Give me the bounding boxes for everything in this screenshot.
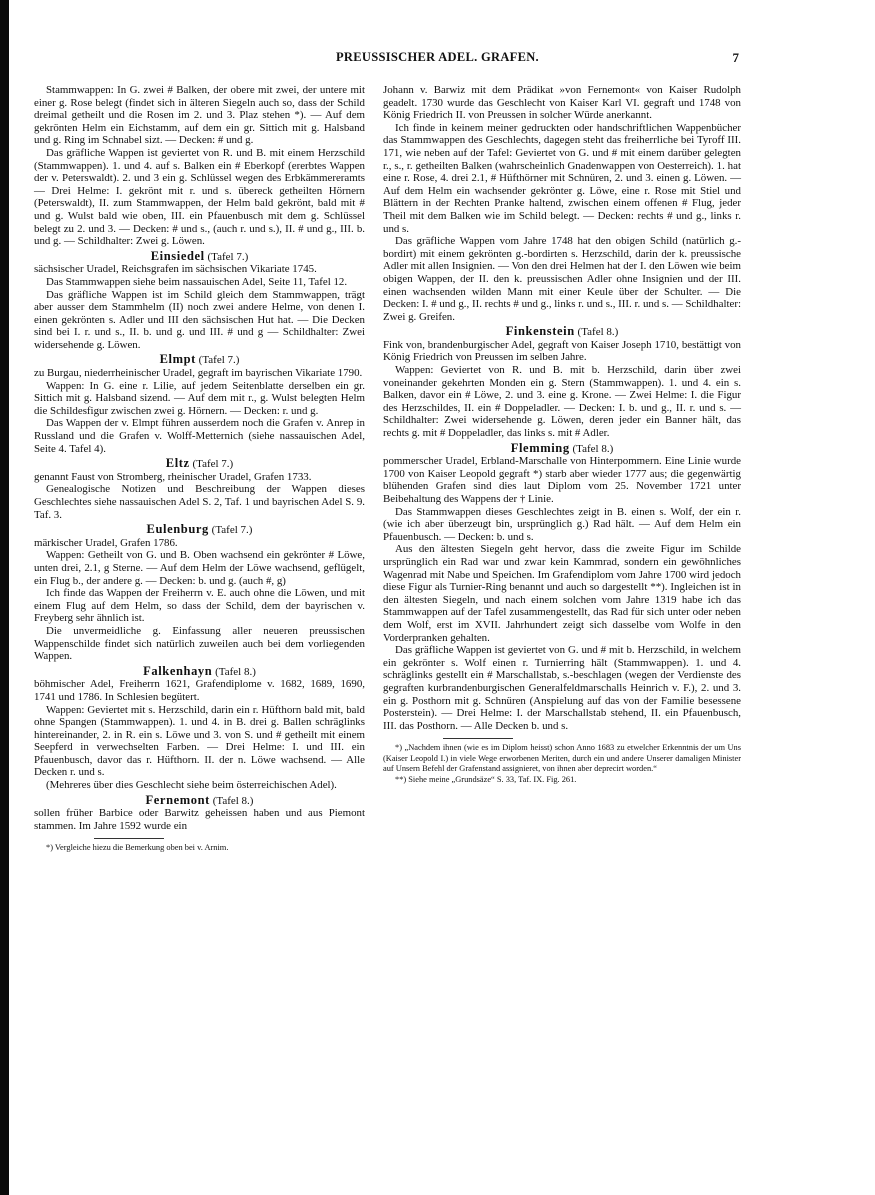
paragraph: Das Wappen der v. Elmpt führen ausserdem noch die Grafen v. Anrep in Russland und die Grafen v. Wolff-Metternich (siehe nassauischen Adel, Seite 4. Tafel 4). xyxy=(34,417,365,455)
entry-heading-falkenhayn xyxy=(34,665,365,679)
entry-name: Fernemont xyxy=(145,792,210,807)
footnote-divider xyxy=(443,738,513,739)
paragraph: Das gräfliche Wappen ist im Schild gleich dem Stammwappen, trägt aber ausser dem Stammhelm (II) noch zwei andere Helme, von denen I. einen gekrönten s. Adler und III den sächsischen Hut hat. — Die Decken sind bei I. r. und s., II. b. und g. und III. # und g — Schildhalter: Zwei widersehende g. Löwen. xyxy=(34,288,365,351)
paragraph: Das gräfliche Wappen ist geviertet von G. und # mit b. Herzschild, in welchem ein gekrönter s. Wolf einen r. Turnierring hält (Stammwappen). 1. und 4. schräglinks gestellt ein # Marschallstab, s.-beschlagen (wegen der Verdienste des gegraften kurbrandenburgischen Generalfeldmarschalls Heinrich v. F.), 2. und 3. ein g. Posthorn mit g. Schnüren (Anspielung auf das von der Familie besessene Posterstein). — Drei Helme: I. der Marschallstab stehend, II. ein Pfauenbusch, III. das Posthorn. — Alle Decken b. und s. xyxy=(383,644,741,732)
paragraph: genannt Faust von Stromberg, rheinischer Uradel, Grafen 1733. xyxy=(34,470,312,483)
running-header xyxy=(0,50,875,68)
left-column xyxy=(34,84,365,854)
paragraph: Wappen: Geviertet von R. und B. mit b. Herzschild, darin über zwei voneinander gekehrten Monden ein g. Stern (Stammwappen). 1. und 4. ein s. Balken, davor ein # Löwe, 2. und 3. eine g. Krone. — Zwei Helme: I. die Figur des Herzschildes, II. ein # Doppeladler. — Decken: I. b. und g., II. r. und s. — Schildhalter: Zwei widersehende g. Löwen, deren jeder ein Banner hält, das rechts g. mit # Doppeladler, das links s. mit # Adler. xyxy=(383,364,741,440)
entry-plate-ref: (Tafel 8.) xyxy=(212,794,254,807)
paragraph: pommerscher Uradel, Erbland-Marschalle von Hinterpommern. Eine Linie wurde 1700 von Kaiser Leopold gegraft *) starb aber wieder 1777 aus; die gegenwärtig blühenden Grafen sind dies laut Diplom vom 25. November 1721 unter Beibehaltung des Wappens der † Linie. xyxy=(383,455,741,505)
entry-heading-elmpt xyxy=(34,353,365,367)
paragraph: Fink von, brandenburgischer Adel, gegraft von Kaiser Joseph 1710, bestättigt von König Friedrich von Preussen im selben Jahre. xyxy=(383,338,741,364)
entry-plate-ref: (Tafel 8.) xyxy=(577,326,619,339)
entry-plate-ref: (Tafel 8.) xyxy=(572,442,614,455)
header-title: PREUSSISCHER ADEL. GRAFEN. xyxy=(336,50,539,64)
paragraph: Die unvermeidliche g. Einfassung aller neueren preussischen Wappenschilde findet sich natürlich zuweilen auch bei dem vorliegenden Wappen. xyxy=(34,624,365,663)
paragraph: Johann v. Barwiz mit dem Prädikat »von Fernemont« von Kaiser Rudolph geadelt. 1730 wurde das Geschlecht von Kaiser Karl VI. gegraft und 1748 von König Friedrich II. von Preussen in solcher Würde anerkannt. xyxy=(383,84,741,122)
footnote: **) Siehe meine „Grundsäze“ S. 33, Taf. IX. Fig. 261. xyxy=(395,774,577,784)
entry-plate-ref: (Tafel 7.) xyxy=(198,354,240,367)
entry-heading-finkenstein xyxy=(383,325,741,339)
paragraph: Das Stammwappen siehe beim nassauischen Adel, Seite 11, Tafel 12. xyxy=(46,275,348,288)
paragraph: böhmischer Adel, Freiherrn 1621, Grafendiplome v. 1682, 1689, 1690, 1741 und 1786. In Schlesien begütert. xyxy=(34,678,365,703)
paragraph: sollen früher Barbice oder Barwitz geheissen haben und aus Piemont stammen. Im Jahre 1592 wurde ein xyxy=(34,807,365,832)
entry-plate-ref: (Tafel 8.) xyxy=(215,665,256,678)
paragraph: zu Burgau, niederrheinischer Uradel, gegraft im bayrischen Vikariate 1790. xyxy=(34,367,363,380)
paragraph: Aus den ältesten Siegeln geht hervor, dass die zweite Figur im Schilde ursprünglich ein Rad war und zwar kein Kammrad, sondern ein gewöhnliches Wagenrad mit Nabe und Speichen. Im Grafendiplom vom Jahre 1700 wird jedoch diese Figur als Turnier-Ring benannt und auch so dargestellt **). Ingleichen ist in den ältesten Siegeln, und nach einem solchen vom Jahre 1319 habe ich das Stammwappen auf der Tafel zusammengestellt, das Rad für sich unter oder neben dem Wolf, erst im XVII. Jahrhundert zeigt sich dasselbe vom Wolfe in den Vorderpranken gehalten. xyxy=(383,543,741,644)
entry-heading-eltz xyxy=(34,457,365,471)
right-column xyxy=(383,84,741,785)
entry-name: Falkenhayn xyxy=(143,663,213,678)
entry-name: Elmpt xyxy=(159,352,196,367)
paragraph: Ich finde in keinem meiner gedruckten oder handschriftlichen Wappenbücher das Stammwappen des Geschlechts, dagegen steht das freiherrliche bei Tyroff III. 171, wie neben auf der Tafel: Geviertet von G. und # mit einem darüber gelegten r., s., r. getheilten Balken (wahrscheinlich Gnadenwappen von Oesterreich). 1. hat eine r. Rose, 4. drei 2.1, # Hüfthörner mit Schnüren, 2. und 3. einen g. Löwen. — Auf dem Helm ein wachsender gekrönter g. Löwe, eine r. Rose mit Stiel und Blättern in der Rechten Pranke haltend, zwischen einem offenen # Flug, jeder Theil mit dem Balken wie im Schild belegt. — Decken: rechts # und g., links r. und s. xyxy=(383,121,741,235)
entry-plate-ref: (Tafel 7.) xyxy=(207,250,249,263)
entry-name: Eulenburg xyxy=(146,522,209,537)
paragraph: Das gräfliche Wappen vom Jahre 1748 hat den obigen Schild (natürlich g.-bordirt) mit einem gekrönten g.-bordirten s. Herzschild, darin der k. preussische Adler mit allen Insignien. — Von den drei Helmen hat der I. den Löwen wie beim obigen Wappen, der II. den k. preussischen Adler ohne Insignien und der III. einen wachsenden wilden Mann mit einer Keule über der Schulter. — Die Decken: I. # und g., II. rechts # und g., links r. und s., III. r. und s. — Schildhalter: Zwei g. Greifen. xyxy=(383,235,741,323)
paragraph: Ich finde das Wappen der Freiherrn v. E. auch ohne die Löwen, und mit einem Flug auf dem Helm, so dass der Schild, dem der bayrischen v. Freyberg sehr ähnlich ist. xyxy=(34,587,365,625)
entry-heading-fernemont xyxy=(34,794,365,808)
footnote: *) „Nachdem ihnen (wie es im Diplom heisst) schon Anno 1683 zu etwelcher Erkenntnis der um Uns (Kaiser Leopold I.) in viele Wege erworbenen Meriten, durch ein und andere Unserer damaligen Minister auf Unsern Befehl der Grafenstand assignieret, von ihnen aber deprecirt worden.“ xyxy=(383,743,741,774)
scan-edge-shadow xyxy=(0,0,9,1195)
paragraph: Wappen: Geviertet mit s. Herzschild, darin ein r. Hüfthorn bald mit, bald ohne Spangen (Stammwappen). 1. und 4. in B. drei g. Ballen schräglinks hintereinander, 2. in R. ein s. Löwe und 3. von S. und # getheilt mit einem Seepferd in verwechselten Farben. — Drei Helme: I. und III. ein Pfauenbusch, davor das r. Hüfthorn. II. der n. Löwe wachsend. — Alle Decken r. und s. xyxy=(34,703,365,779)
entry-name: Eltz xyxy=(165,456,190,471)
entry-name: Einsiedel xyxy=(150,248,205,263)
paragraph: märkischer Uradel, Grafen 1786. xyxy=(34,536,178,549)
paragraph: Das gräfliche Wappen ist geviertet von R. und B. mit einem Herzschild (Stammwappen). 1. und 4. auf s. Balken ein # Eberkopf (ererbtes Wappen der v. Peterswaldt). 2. und 3 ein g. Schlüssel wegen des Erbkämmereramts — Drei Helme: I. gekrönt mit r. und s. übereck getheilten Hörnern (Peterswaldt), II. zum Stammwappen, der Helm bald gekrönt, bald mit # und g. Wulst bald wie oben, III. ein Pfauenbusch mit dem g. Schlüssel belegt zu 2. und 3. — Decken: # und s., (auch r. und s.), II. # und g., III. b. und g. — Schildhalter: Zwei g. Löwen. xyxy=(34,146,365,248)
paragraph: Wappen: In G. eine r. Lilie, auf jedem Seitenblatte derselben ein gr. Sittich mit g. Halsband sizend. — Auf dem mit r., g. Wulst belegten Helm die Schildesfigur zwischen zwei g. Hörnern. — Decken: r. und g. xyxy=(34,379,365,417)
page-number: 7 xyxy=(732,50,739,65)
paragraph: Genealogische Notizen und Beschreibung der Wappen dieses Geschlechtes siehe nassauischen Adel S. 2, Taf. 1 und bayrischen Adel S. 9. Taf. 3. xyxy=(34,483,365,521)
entry-heading-einsiedel xyxy=(34,250,365,264)
entry-name: Flemming xyxy=(510,440,570,455)
footnote: *) Vergleiche hiezu die Bemerkung oben bei v. Arnim. xyxy=(46,843,229,853)
paragraph: Wappen: Getheilt von G. und B. Oben wachsend ein gekrönter # Löwe, unten drei, 2.1, g Sterne. — Auf dem Helm der Löwe wachsend, geflügelt, ein Flug b., der andere g. — Decken: b. und g. (auch #, g) xyxy=(34,549,365,587)
paragraph: Stammwappen: In G. zwei # Balken, der obere mit zwei, der untere mit einer g. Rose belegt (findet sich in älteren Siegeln auch so, dass der Schild dreimal getheilt und die Rosen im 2. und 3. Plaz stehen *). — Auf dem gekrönten Helm ein Eichstamm, auf dem ein gr. Sittich mit g. Halsband und g. Ring im Schnabel sizt. — Decken: # und g. xyxy=(34,84,365,147)
entry-plate-ref: (Tafel 7.) xyxy=(192,458,234,471)
entry-heading-eulenburg xyxy=(34,523,365,537)
entry-name: Finkenstein xyxy=(505,324,575,339)
paragraph: (Mehreres über dies Geschlecht siehe beim österreichischen Adel). xyxy=(46,779,337,792)
entry-plate-ref: (Tafel 7.) xyxy=(211,524,253,537)
entry-heading-flemming xyxy=(383,442,741,456)
paragraph: sächsischer Uradel, Reichsgrafen im sächsischen Vikariate 1745. xyxy=(34,263,317,276)
paragraph: Das Stammwappen dieses Geschlechtes zeigt in B. einen s. Wolf, der ein r. (wie ich aber überzeugt bin, ursprünglich g.) Rad hält. — Auf dem Helm ein Pfauenbusch. — Decken: b. und s. xyxy=(383,505,741,543)
footnote-divider xyxy=(94,838,164,839)
